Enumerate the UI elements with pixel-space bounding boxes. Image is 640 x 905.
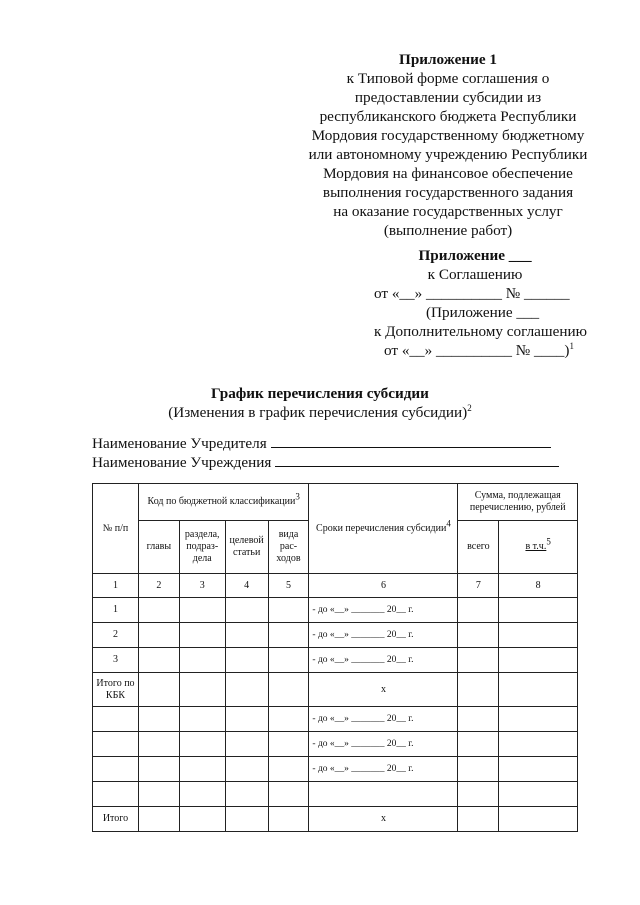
table-row [93, 598, 578, 623]
table-header-row [93, 484, 578, 521]
table-cell[interactable] [179, 623, 225, 648]
founder-field [92, 433, 551, 453]
col-number: 3 [179, 574, 225, 598]
table-cell[interactable] [268, 782, 309, 807]
document-heading [0, 384, 640, 422]
subtotal-row [93, 673, 578, 707]
table-row [93, 782, 578, 807]
x-mark: x [309, 673, 458, 707]
table-cell[interactable] [93, 732, 139, 757]
founder-input-line[interactable] [271, 433, 551, 448]
table-row [93, 623, 578, 648]
col-number: 8 [499, 574, 578, 598]
term-cell[interactable]: - до «__» _______ 20__ г. [309, 623, 458, 648]
col-number: 2 [138, 574, 179, 598]
appendix-header [298, 50, 598, 240]
footnote-mark: 2 [467, 402, 472, 413]
table-cell[interactable] [458, 707, 499, 732]
row-number: 3 [93, 648, 139, 673]
col-number: 7 [458, 574, 499, 598]
table-cell[interactable] [138, 707, 179, 732]
header-terms-cell [309, 484, 458, 574]
table-cell[interactable] [179, 707, 225, 732]
table-cell[interactable] [268, 648, 309, 673]
table-cell[interactable] [458, 598, 499, 623]
table-cell[interactable] [458, 757, 499, 782]
table-cell[interactable] [499, 598, 578, 623]
header-incl: в т.ч. [525, 541, 547, 552]
document-subtitle: (Изменения в график перечисления субсидии) [168, 404, 468, 421]
table-cell[interactable] [268, 807, 309, 832]
table-cell[interactable] [225, 673, 268, 707]
table-row [93, 648, 578, 673]
table-cell[interactable] [179, 598, 225, 623]
appendix-line: Мордовия на финансовое обеспечение [323, 165, 573, 182]
column-number-row [93, 574, 578, 598]
table-cell[interactable] [179, 648, 225, 673]
table-cell[interactable] [499, 807, 578, 832]
table-cell[interactable] [268, 707, 309, 732]
header-vida: вида рас-ходов [268, 521, 309, 574]
header-terms: Сроки перечисления субсидии [316, 522, 447, 534]
table-row [93, 757, 578, 782]
table-cell[interactable] [179, 757, 225, 782]
header-kbk-cell [138, 484, 308, 521]
term-cell[interactable]: - до «__» _______ 20__ г. [309, 707, 458, 732]
table-cell[interactable] [138, 598, 179, 623]
header-incl-cell [499, 521, 578, 574]
table-cell[interactable] [225, 707, 268, 732]
header-num: № п/п [93, 484, 139, 574]
table-cell[interactable] [138, 648, 179, 673]
table-cell[interactable] [138, 782, 179, 807]
table-cell[interactable] [138, 757, 179, 782]
table-cell[interactable] [179, 782, 225, 807]
header-kbk: Код по бюджетной классификации [147, 496, 296, 507]
term-cell[interactable]: - до «__» _______ 20__ г. [309, 757, 458, 782]
document-title: График перечисления субсидии [211, 385, 429, 402]
schedule-table [92, 483, 578, 832]
table-cell[interactable] [268, 757, 309, 782]
table-cell[interactable] [458, 782, 499, 807]
x-mark: x [309, 807, 458, 832]
attachment-additional-ref-line [350, 341, 600, 360]
table-cell[interactable] [268, 673, 309, 707]
table-cell[interactable] [268, 623, 309, 648]
table-cell[interactable] [179, 673, 225, 707]
attachment-to-additional: к Дополнительному соглашению [374, 323, 587, 340]
table-cell[interactable] [458, 673, 499, 707]
table-cell[interactable] [225, 623, 268, 648]
col-number: 5 [268, 574, 309, 598]
appendix-line: (выполнение работ) [383, 222, 513, 239]
table-cell[interactable] [499, 648, 578, 673]
table-cell[interactable] [458, 807, 499, 832]
table-cell[interactable] [93, 782, 139, 807]
footnote-mark: 4 [446, 518, 451, 529]
attachment-to-agreement: к Соглашению [427, 266, 523, 283]
appendix-line: Мордовия государственному бюджетному [311, 127, 585, 144]
table-cell[interactable] [458, 623, 499, 648]
term-cell[interactable]: - до «__» _______ 20__ г. [309, 598, 458, 623]
table-cell[interactable] [93, 757, 139, 782]
appendix-line: республиканского бюджета Республики [319, 108, 577, 125]
table-row [93, 732, 578, 757]
table-cell[interactable] [179, 732, 225, 757]
institution-field [92, 452, 559, 472]
col-number: 6 [309, 574, 458, 598]
table-cell[interactable] [458, 648, 499, 673]
row-number: 2 [93, 623, 139, 648]
term-cell[interactable]: - до «__» _______ 20__ г. [309, 648, 458, 673]
footnote-mark: 3 [295, 491, 300, 502]
appendix-line: на оказание государственных услуг [333, 203, 563, 220]
institution-label: Наименование Учреждения [92, 454, 272, 471]
subtotal-label: Итого по КБК [93, 673, 139, 707]
term-cell[interactable]: - до «__» _______ 20__ г. [309, 732, 458, 757]
attachment-title: Приложение ___ [418, 247, 532, 264]
table-cell[interactable] [268, 732, 309, 757]
table-cell[interactable] [309, 782, 458, 807]
table-cell[interactable] [499, 707, 578, 732]
table-cell[interactable] [499, 757, 578, 782]
header-sum: Сумма, подлежащая перечислению, рублей [458, 484, 578, 521]
table-cell[interactable] [268, 598, 309, 623]
table-cell[interactable] [225, 648, 268, 673]
header-celevoy: целевой статьи [225, 521, 268, 574]
institution-input-line[interactable] [275, 452, 559, 467]
table-cell[interactable] [499, 673, 578, 707]
table-cell[interactable] [225, 598, 268, 623]
attachment-paren-open: (Приложение ___ [426, 304, 540, 321]
attachment-block [350, 246, 600, 360]
col-number: 4 [225, 574, 268, 598]
col-number: 1 [93, 574, 139, 598]
total-label: Итого [93, 807, 139, 832]
table-cell[interactable] [225, 757, 268, 782]
table-cell[interactable] [458, 732, 499, 757]
table-cell[interactable] [499, 623, 578, 648]
table-cell[interactable] [225, 782, 268, 807]
table-cell[interactable] [499, 732, 578, 757]
header-razdela: раздела, подраз-дела [179, 521, 225, 574]
attachment-additional-ref: от «__» __________ № ____) [384, 342, 570, 359]
appendix-line: или автономному учреждению Республики [308, 146, 588, 163]
table-cell[interactable] [225, 807, 268, 832]
table-cell[interactable] [93, 707, 139, 732]
table-cell[interactable] [179, 807, 225, 832]
appendix-line: предоставлении субсидии из [354, 89, 542, 106]
founder-label: Наименование Учредителя [92, 435, 267, 452]
table-cell[interactable] [138, 732, 179, 757]
document-subtitle-line [0, 403, 640, 422]
attachment-agreement-ref: от «__» __________ № ______ [374, 285, 570, 302]
table-row [93, 707, 578, 732]
table-cell[interactable] [499, 782, 578, 807]
appendix-line: выполнения государственного задания [322, 184, 574, 201]
footnote-mark: 1 [569, 340, 574, 351]
table-cell[interactable] [138, 807, 179, 832]
footnote-mark: 5 [546, 536, 551, 547]
table-cell[interactable] [138, 673, 179, 707]
header-glavy: главы [138, 521, 179, 574]
header-total: всего [458, 521, 499, 574]
appendix-line: к Типовой форме соглашения о [346, 70, 550, 87]
row-number: 1 [93, 598, 139, 623]
appendix-title: Приложение 1 [399, 51, 497, 68]
table-cell[interactable] [225, 732, 268, 757]
total-row [93, 807, 578, 832]
table-cell[interactable] [138, 623, 179, 648]
